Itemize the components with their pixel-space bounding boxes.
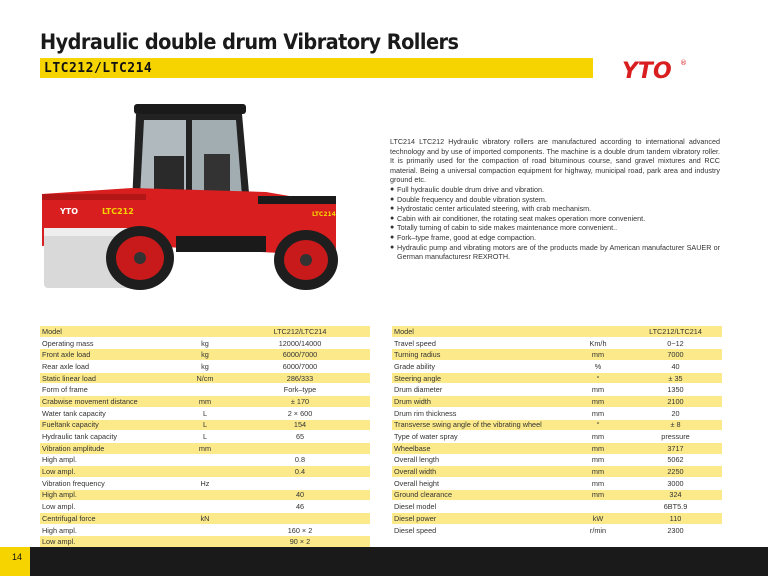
spec-label: Rear axle load — [40, 361, 180, 373]
spec-value: 154 — [230, 419, 370, 431]
spec-label: Overall width — [392, 466, 567, 478]
description-intro: LTC214 LTC212 Hydraulic vibratory rollers are manufactured according to international advanced technology and by use of imported components. The machine is a double drum tandem vibratory roller. It is primarily used for the compaction of road bituminous course, sand gravel mixtures and RCC material. Being a universal compaction equipment for highway, municipal road, park area and industry ground etc. — [390, 137, 720, 185]
spec-label: Hydraulic tank capacity — [40, 431, 180, 443]
spec-value: 286/333 — [230, 372, 370, 384]
spec-unit: mm — [567, 384, 629, 396]
spec-value: 40 — [230, 489, 370, 501]
machine-side-badge: LTC214 — [312, 211, 336, 218]
machine-logo: YTO — [60, 207, 79, 216]
spec-unit: mm — [567, 396, 629, 408]
spec-row — [392, 372, 722, 384]
spec-row — [40, 337, 370, 349]
spec-row — [40, 477, 370, 489]
spec-unit — [180, 466, 230, 478]
spec-label: Front axle load — [40, 349, 180, 361]
spec-row — [40, 384, 370, 396]
spec-value: 2250 — [629, 466, 722, 478]
spec-label: Overall height — [392, 477, 567, 489]
spec-unit — [180, 384, 230, 396]
spec-value: 5062 — [629, 454, 722, 466]
spec-row — [40, 407, 370, 419]
spec-label: Type of water spray — [392, 431, 567, 443]
feature-item: ● Hydraulic pump and vibrating motors are of the products made by American manufacturer SAUER or German manufacturesr REXROTH. — [390, 243, 720, 262]
spec-row — [40, 466, 370, 478]
spec-row — [392, 454, 722, 466]
spec-row — [392, 524, 722, 536]
spec-label: Static linear load — [40, 372, 180, 384]
spec-row — [40, 431, 370, 443]
spec-value: 3717 — [629, 442, 722, 454]
spec-unit: L — [180, 431, 230, 443]
spec-row — [392, 501, 722, 513]
spec-value: 324 — [629, 489, 722, 501]
spec-row — [40, 396, 370, 408]
spec-row — [392, 477, 722, 489]
spec-row — [40, 501, 370, 513]
spec-unit: ° — [567, 419, 629, 431]
spec-unit: % — [567, 361, 629, 373]
feature-item: ● Hydrostatic center articulated steering, with crab mechanism. — [390, 204, 720, 214]
spec-value: 2100 — [629, 396, 722, 408]
spec-unit: kg — [180, 337, 230, 349]
spec-label: Operating mass — [40, 337, 180, 349]
feature-item: ● Fork–type frame, good at edge compaction. — [390, 233, 720, 243]
spec-label: Drum rim thickness — [392, 407, 567, 419]
spec-value: 2 × 600 — [230, 407, 370, 419]
spec-label: Drum width — [392, 396, 567, 408]
spec-label: Travel speed — [392, 337, 567, 349]
spec-value — [230, 477, 370, 489]
spec-table-left — [40, 326, 370, 548]
yto-logo — [620, 56, 690, 82]
spec-label: Diesel speed — [392, 524, 567, 536]
spec-row — [392, 396, 722, 408]
spec-unit — [567, 501, 629, 513]
spec-row — [392, 419, 722, 431]
spec-unit: mm — [567, 466, 629, 478]
spec-row — [392, 489, 722, 501]
spec-unit: kW — [567, 513, 629, 525]
roller-illustration — [36, 96, 348, 296]
spec-unit — [180, 489, 230, 501]
spec-value: 6000/7000 — [230, 349, 370, 361]
spec-label: Crabwise movement distance — [40, 396, 180, 408]
spec-label: Grade ability — [392, 361, 567, 373]
registered-mark: ® — [680, 59, 687, 67]
spec-unit: mm — [567, 431, 629, 443]
spec-label: Ground clearance — [392, 489, 567, 501]
spec-label: Low ampl. — [40, 536, 180, 548]
spec-label: Low ampl. — [40, 466, 180, 478]
feature-item: ● Full hydraulic double drum drive and vibration. — [390, 185, 720, 195]
spec-value: LTC212/LTC214 — [629, 326, 722, 337]
spec-value: 20 — [629, 407, 722, 419]
spec-value: 1350 — [629, 384, 722, 396]
spec-unit — [180, 524, 230, 536]
spec-label: Model — [40, 326, 180, 337]
spec-label: Turning radius — [392, 349, 567, 361]
spec-row — [40, 513, 370, 525]
spec-value — [230, 442, 370, 454]
spec-row — [392, 337, 722, 349]
product-description — [390, 137, 720, 262]
spec-row — [392, 442, 722, 454]
spec-unit: mm — [567, 442, 629, 454]
spec-value: 3000 — [629, 477, 722, 489]
spec-unit — [180, 536, 230, 548]
spec-value: 65 — [230, 431, 370, 443]
spec-row — [392, 326, 722, 337]
page-title: Hydraulic double drum Vibratory Rollers — [40, 30, 459, 54]
spec-unit: mm — [567, 349, 629, 361]
spec-label: Wheelbase — [392, 442, 567, 454]
model-subtitle: LTC212/LTC214 — [44, 61, 153, 76]
spec-label: Fueltank capacity — [40, 419, 180, 431]
spec-unit: r/min — [567, 524, 629, 536]
spec-value: ± 35 — [629, 372, 722, 384]
spec-value: ± 8 — [629, 419, 722, 431]
spec-row — [40, 536, 370, 548]
spec-value: 6BT5.9 — [629, 501, 722, 513]
spec-value: 110 — [629, 513, 722, 525]
spec-row — [40, 349, 370, 361]
footer-bar — [0, 547, 768, 576]
spec-value: 0~12 — [629, 337, 722, 349]
spec-value: 2300 — [629, 524, 722, 536]
spec-row — [40, 454, 370, 466]
spec-unit: mm — [180, 396, 230, 408]
spec-label: High ampl. — [40, 524, 180, 536]
spec-value: pressure — [629, 431, 722, 443]
spec-unit: mm — [567, 489, 629, 501]
spec-label: Diesel power — [392, 513, 567, 525]
feature-item: ● Cabin with air conditioner, the rotating seat makes operation more convenient. — [390, 214, 720, 224]
spec-unit: Hz — [180, 477, 230, 489]
spec-value: 7000 — [629, 349, 722, 361]
spec-unit: kN — [180, 513, 230, 525]
spec-row — [392, 407, 722, 419]
spec-label: Vibration frequency — [40, 477, 180, 489]
spec-row — [40, 372, 370, 384]
spec-value: 12000/14000 — [230, 337, 370, 349]
spec-row — [40, 361, 370, 373]
spec-value: 160 × 2 — [230, 524, 370, 536]
spec-unit: mm — [567, 454, 629, 466]
spec-unit: mm — [567, 477, 629, 489]
spec-label: Steering angle — [392, 372, 567, 384]
machine-badge: LTC212 — [102, 207, 134, 216]
spec-unit: Km/h — [567, 337, 629, 349]
spec-unit: kg — [180, 349, 230, 361]
spec-unit: mm — [567, 407, 629, 419]
spec-label: Overall length — [392, 454, 567, 466]
spec-row — [392, 384, 722, 396]
spec-row — [40, 442, 370, 454]
spec-unit: mm — [180, 442, 230, 454]
spec-row — [392, 361, 722, 373]
spec-value — [230, 513, 370, 525]
spec-row — [392, 431, 722, 443]
spec-unit — [180, 501, 230, 513]
spec-label: Transverse swing angle of the vibrating wheel — [392, 419, 567, 431]
spec-label: High ampl. — [40, 454, 180, 466]
spec-label: Model — [392, 326, 567, 337]
spec-table-right — [392, 326, 722, 536]
spec-unit — [180, 454, 230, 466]
spec-value: 0.8 — [230, 454, 370, 466]
feature-list — [390, 185, 720, 262]
spec-row — [392, 466, 722, 478]
spec-value: 0.4 — [230, 466, 370, 478]
spec-row — [40, 524, 370, 536]
spec-row — [392, 349, 722, 361]
spec-label: Diesel model — [392, 501, 567, 513]
spec-row — [40, 419, 370, 431]
page-number: 14 — [12, 552, 23, 562]
spec-value: Fork–type — [230, 384, 370, 396]
spec-unit — [180, 326, 230, 337]
spec-value: 40 — [629, 361, 722, 373]
spec-unit — [567, 326, 629, 337]
spec-label: Low ampl. — [40, 501, 180, 513]
feature-item: ● Totally turning of cabin to side makes maintenance more convenient.. — [390, 223, 720, 233]
spec-unit: L — [180, 419, 230, 431]
spec-unit: kg — [180, 361, 230, 373]
spec-row — [392, 513, 722, 525]
spec-value: 46 — [230, 501, 370, 513]
spec-unit: N/cm — [180, 372, 230, 384]
spec-value: ± 170 — [230, 396, 370, 408]
spec-value: 6000/7000 — [230, 361, 370, 373]
spec-label: Form of frame — [40, 384, 180, 396]
logo-text: YTO — [622, 59, 672, 82]
feature-item: ● Double frequency and double vibration system. — [390, 195, 720, 205]
spec-value: LTC212/LTC214 — [230, 326, 370, 337]
spec-unit: ° — [567, 372, 629, 384]
spec-row — [40, 326, 370, 337]
spec-label: Centrifugal force — [40, 513, 180, 525]
spec-unit: L — [180, 407, 230, 419]
spec-label: High ampl. — [40, 489, 180, 501]
spec-label: Vibration amplitude — [40, 442, 180, 454]
spec-row — [40, 489, 370, 501]
spec-value: 90 × 2 — [230, 536, 370, 548]
spec-label: Water tank capacity — [40, 407, 180, 419]
spec-label: Drum diameter — [392, 384, 567, 396]
